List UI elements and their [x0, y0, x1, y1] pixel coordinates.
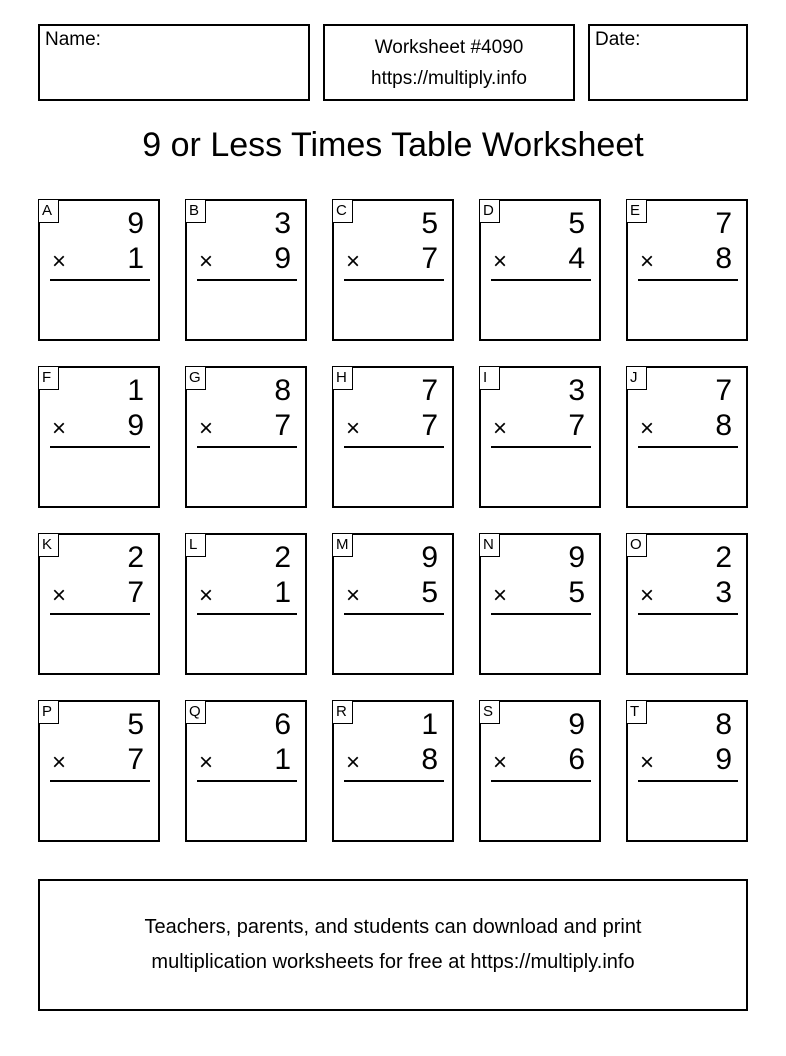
- bottom-number: 8: [715, 242, 732, 275]
- bottom-number: 1: [274, 743, 291, 776]
- footer-line-2: multiplication worksheets for free at https://multiply.info: [151, 951, 635, 973]
- top-number: 9: [568, 708, 585, 741]
- top-number: 5: [421, 207, 438, 240]
- problem-letter: S: [479, 700, 500, 724]
- bottom-number: 1: [127, 242, 144, 275]
- answer-line: [638, 613, 738, 615]
- problem-letter: M: [332, 533, 353, 557]
- bottom-number: 7: [274, 409, 291, 442]
- bottom-number: 7: [421, 409, 438, 442]
- name-field-box: [38, 24, 310, 101]
- top-number: 9: [127, 207, 144, 240]
- answer-line: [491, 279, 591, 281]
- top-number: 1: [421, 708, 438, 741]
- bottom-number: 4: [568, 242, 585, 275]
- problem-card: [479, 366, 601, 508]
- problem-letter: P: [38, 700, 59, 724]
- bottom-number: 7: [127, 576, 144, 609]
- times-sign: ×: [640, 248, 655, 275]
- answer-line: [344, 279, 444, 281]
- times-sign: ×: [346, 248, 361, 275]
- problem-letter: T: [626, 700, 647, 724]
- problem-card: [38, 533, 160, 675]
- times-sign: ×: [199, 248, 214, 275]
- bottom-number: 8: [421, 743, 438, 776]
- top-number: 5: [568, 207, 585, 240]
- times-sign: ×: [199, 749, 214, 776]
- answer-line: [50, 279, 150, 281]
- date-field-box: [588, 24, 748, 101]
- problem-card: [479, 199, 601, 341]
- problem-letter: D: [479, 199, 500, 223]
- answer-line: [50, 446, 150, 448]
- top-number: 7: [715, 374, 732, 407]
- problem-card: [479, 533, 601, 675]
- problem-card: [185, 199, 307, 341]
- problem-card: [332, 199, 454, 341]
- top-number: 2: [274, 541, 291, 574]
- footer-line-1: Teachers, parents, and students can download and print: [144, 916, 642, 938]
- problem-letter: L: [185, 533, 206, 557]
- problem-card: [479, 700, 601, 842]
- problem-letter: K: [38, 533, 59, 557]
- bottom-number: 7: [421, 242, 438, 275]
- answer-line: [491, 780, 591, 782]
- bottom-number: 1: [274, 576, 291, 609]
- times-sign: ×: [493, 415, 508, 442]
- problem-card: [38, 700, 160, 842]
- answer-line: [638, 446, 738, 448]
- times-sign: ×: [52, 415, 67, 442]
- top-number: 6: [274, 708, 291, 741]
- top-number: 9: [421, 541, 438, 574]
- answer-line: [197, 780, 297, 782]
- top-number: 2: [127, 541, 144, 574]
- bottom-number: 7: [127, 743, 144, 776]
- answer-line: [491, 446, 591, 448]
- problem-letter: N: [479, 533, 500, 557]
- times-sign: ×: [199, 415, 214, 442]
- times-sign: ×: [52, 248, 67, 275]
- problem-card: [332, 533, 454, 675]
- problem-card: [332, 366, 454, 508]
- top-number: 1: [127, 374, 144, 407]
- answer-line: [197, 613, 297, 615]
- problem-card: [626, 366, 748, 508]
- times-sign: ×: [52, 749, 67, 776]
- bottom-number: 8: [715, 409, 732, 442]
- times-sign: ×: [52, 582, 67, 609]
- top-number: 8: [715, 708, 732, 741]
- bottom-number: 5: [421, 576, 438, 609]
- problem-card: [185, 533, 307, 675]
- top-number: 7: [715, 207, 732, 240]
- bottom-number: 3: [715, 576, 732, 609]
- problem-letter: B: [185, 199, 206, 223]
- worksheet-number: Worksheet #4090: [374, 36, 524, 58]
- times-sign: ×: [493, 749, 508, 776]
- problem-letter: A: [38, 199, 59, 223]
- top-number: 3: [568, 374, 585, 407]
- times-sign: ×: [346, 415, 361, 442]
- answer-line: [638, 279, 738, 281]
- problem-card: [332, 700, 454, 842]
- bottom-number: 5: [568, 576, 585, 609]
- bottom-number: 6: [568, 743, 585, 776]
- problem-card: [38, 366, 160, 508]
- problem-card: [185, 700, 307, 842]
- top-number: 2: [715, 541, 732, 574]
- times-sign: ×: [640, 415, 655, 442]
- problem-card: [626, 700, 748, 842]
- problem-letter: R: [332, 700, 353, 724]
- problem-card: [185, 366, 307, 508]
- problem-letter: H: [332, 366, 353, 390]
- answer-line: [50, 613, 150, 615]
- problem-letter: E: [626, 199, 647, 223]
- top-number: 5: [127, 708, 144, 741]
- times-sign: ×: [640, 582, 655, 609]
- date-label: Date:: [595, 29, 641, 50]
- bottom-number: 7: [568, 409, 585, 442]
- problem-card: [38, 199, 160, 341]
- bottom-number: 9: [274, 242, 291, 275]
- problem-letter: Q: [185, 700, 206, 724]
- times-sign: ×: [346, 749, 361, 776]
- problem-card: [626, 199, 748, 341]
- problem-letter: O: [626, 533, 647, 557]
- answer-line: [197, 279, 297, 281]
- answer-line: [638, 780, 738, 782]
- answer-line: [50, 780, 150, 782]
- answer-line: [344, 446, 444, 448]
- answer-line: [344, 780, 444, 782]
- footer-note: [38, 879, 748, 1011]
- worksheet-id-box: [323, 24, 575, 101]
- problem-letter: I: [479, 366, 500, 390]
- top-number: 8: [274, 374, 291, 407]
- problem-letter: G: [185, 366, 206, 390]
- times-sign: ×: [199, 582, 214, 609]
- answer-line: [344, 613, 444, 615]
- answer-line: [491, 613, 591, 615]
- top-number: 3: [274, 207, 291, 240]
- top-number: 9: [568, 541, 585, 574]
- times-sign: ×: [493, 248, 508, 275]
- top-number: 7: [421, 374, 438, 407]
- bottom-number: 9: [127, 409, 144, 442]
- problem-card: [626, 533, 748, 675]
- answer-line: [197, 446, 297, 448]
- page-title: 9 or Less Times Table Worksheet: [142, 126, 644, 164]
- site-url: https://multiply.info: [371, 67, 527, 89]
- name-label: Name:: [45, 29, 101, 50]
- problem-letter: C: [332, 199, 353, 223]
- bottom-number: 9: [715, 743, 732, 776]
- problem-letter: J: [626, 366, 647, 390]
- times-sign: ×: [346, 582, 361, 609]
- times-sign: ×: [493, 582, 508, 609]
- times-sign: ×: [640, 749, 655, 776]
- problem-letter: F: [38, 366, 59, 390]
